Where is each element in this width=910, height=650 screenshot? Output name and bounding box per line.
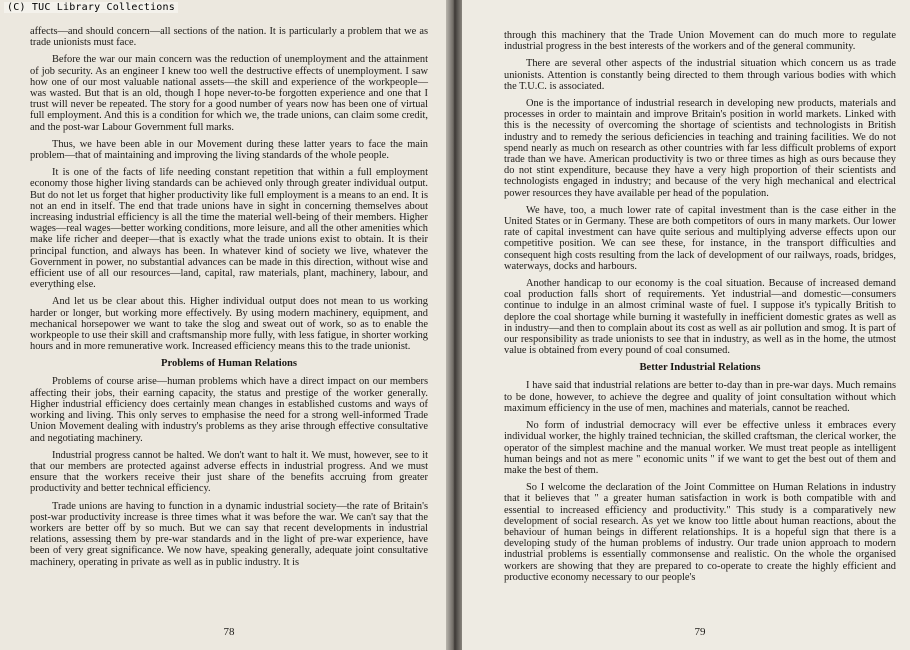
book-gutter (446, 0, 462, 650)
paragraph: affects—and should concern—all sections of the nation. It is particularly a problem that we as trade unionists must face. (30, 26, 428, 49)
paragraph: No form of industrial democracy will ever be effective unless it embraces every individual worker, the highly trained technician, the skilled craftsman, the clerical worker, the operator of the simplest machine and the manual worker. We must treat people as intelligent human beings and not as mere " economic units " if we want to get the best out of them and make the best of them. (504, 420, 896, 476)
paragraph: We have, too, a much lower rate of capital investment than is the case either in the United States or in Germany. These are both competitors of ours in many markets. Our lower rate of capital investment can have quite serious and multiplying adverse effects upon our competitive position. We can see these, for instance, in the transport difficulties and consequent high costs resulting from the lack of development of our railways, roads, bridges, waterways, docks and harbours. (504, 204, 896, 272)
paragraph: Industrial progress cannot be halted. We don't want to halt it. We must, however, see to it that our members are protected against adverse effects in industrial progress. And we must ensure that the workers receive their just share of the benefits accruing from greater productivity and better technical efficiency. (30, 449, 428, 495)
paragraph: I have said that industrial relations are better to-day than in pre-war days. Much remains to be done, however, to achieve the degree and quality of joint consultation without which maximum efficiency in the use of men, machines and materials, cannot be reached. (504, 380, 896, 414)
paragraph: And let us be clear about this. Higher individual output does not mean to us working harder or longer, but working more effectively. By using modern machinery, equipment, and mechanical horsepower we want to take the slog and sweat out of work, so as to enable the workpeople to use their skill and craftsmanship more fully, with less fatigue, in shorter working hours and in more remunerative work. Increased efficiency means this to the trade unionist. (30, 296, 428, 353)
collection-watermark: (C) TUC Library Collections (4, 2, 178, 13)
paragraph: One is the importance of industrial research in developing new products, materials and processes in order to maintain and improve Britain's position in world markets. Linked with this is the necessity of overcoming the shortage of scientists and technologists in British industry and to remedy the serious deficiencies in teaching and training facilities. We do not spend nearly as much on research as other countries with far less difficult problems of export trade than we have. American productivity is two or three times as high as ours because they do not stint expenditure, because they have a very high proportion of their scientists and technologists engaged in industry; and because of the very high mechanical and electrical power resources they have available per head of the population. (504, 98, 896, 199)
paragraph: Before the war our main concern was the reduction of unemployment and the attainment of job security. As an engineer I knew too well the destructive effects of unemployment. I saw how one of our most valuable national assets—the skill and experience of the workpeople—was wasted. But that is an old, though I hope never-to-be forgotten experience and one that I trust will never be repeated. The story for a good number of years now has been one of virtual full employment. And this is a condition for which we, the trade unions, can claim some credit, and the post-war Labour Government full marks. (30, 54, 428, 133)
page-number: 79 (694, 626, 706, 638)
section-heading: Better Industrial Relations (639, 362, 761, 374)
paragraph: Another handicap to our economy is the coal situation. Because of increased demand coal production falls short of requirements. Yet industrial—and domestic—consumers continue to indulge in an almost criminal waste of fuel. I suppose it's typically British to deplore the coal shortage while burning it wastefully in inefficient domestic grates as well as in industry—and then to complain about its cost as well as air pollution and smog. It is part of our responsibility as trade unionists to see that in industry, as well as in the home, the utmost value is obtained from every pound of coal consumed. (504, 278, 896, 357)
page-number: 78 (223, 626, 235, 638)
paragraph: There are several other aspects of the industrial situation which concern us as trade unionists. Attention is constantly being directed to them through various bodies with which the T.U.C. is associated. (504, 58, 896, 92)
paragraph: So I welcome the declaration of the Joint Committee on Human Relations in industry that it believes that " a greater human satisfaction in work is both compatible with and essential to increased efficiency and productivity." This study is a comparatively new development of social research. As yet we know too little about human reactions, about the behaviour of human beings in different relationships. It is a hopeful sign that there is a developing study of the human problems of industry. Our trade union approach to modern industrial problems is essentially commonsense and realistic. On the whole the organised workers are showing that they are prepared to co-operate to create the highly efficient and productive economy necessary to our people's (504, 482, 896, 583)
right-page (462, 0, 910, 650)
paragraph: Trade unions are having to function in a dynamic industrial society—the rate of Britain's post-war productivity increase is three times what it was before the war. We can't say that the workers are better off by so much. But we can say that recent developments in industrial relations, assessing them by pre-war standards and in the light of pre-war experience, have been of very great significance. We now have, speaking generally, adequate joint consultative machinery, operating in private as well as in public industry. It is (30, 500, 428, 568)
section-heading: Problems of Human Relations (160, 358, 298, 370)
paragraph: Problems of course arise—human problems which have a direct impact on our members affecting their jobs, their earning capacity, the status and prestige of the worker generally. Higher industrial efficiency does certainly mean changes in established customs and ways of working and living. This only serves to emphasise the need for a strong well-informed Trade Union Movement dealing with industry's problems as they arise through effective consultative and negotiating machinery. (30, 376, 428, 444)
paragraph: Thus, we have been able in our Movement during these latter years to face the main problem—that of maintaining and improving the living standards of the whole people. (30, 138, 428, 162)
left-page (0, 0, 446, 650)
paragraph: through this machinery that the Trade Union Movement can do much more to regulate industrial progress in the best interests of the workers and of the general community. (504, 30, 896, 53)
paragraph: It is one of the facts of life needing constant repetition that within a full employment economy those higher living standards can be achieved only through greater individual output. But do not let us forget that higher productivity like full employment is a means to an end. It is not an end in itself. The end that trade unions have in sight in concerning themselves about increasing industrial efficiency is all the time the material well-being of their members. Higher wages—real wages—better working conditions, more leisure, and all the other amenities which make life richer and deeper—that is exactly what the trade unions exist to obtain. It is their principal function, and always has been. In whatever kind of society we live, whatever the Government in power, no substantial advances can be made in this direction, without wise and efficient use of all our resources—land, capital, raw materials, plant, machinery, labour, and everything else. (30, 167, 428, 291)
